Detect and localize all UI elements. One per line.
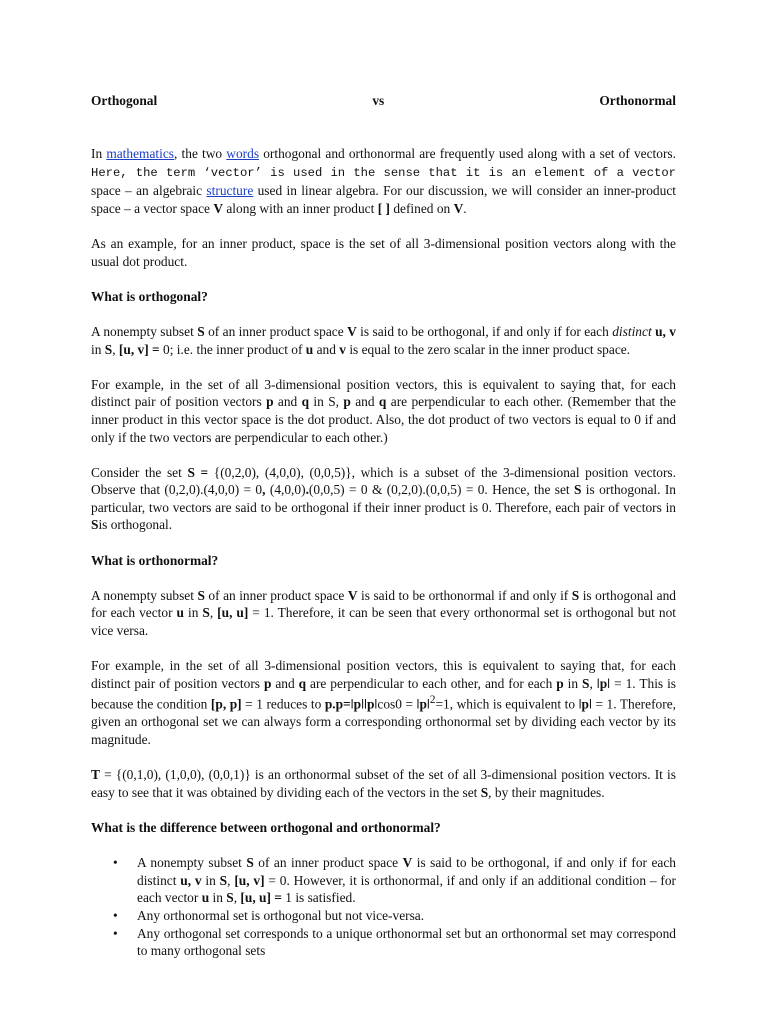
list-item: • A nonempty subset S of an inner product space V is said to be orthogonal, if and only if for each distinct u, v in S, [u, v] = 0. However, it is orthonormal, if and only if an additional condition – for each vector u in S, [u, u] = 1 is satisfied. <box>113 855 676 906</box>
heading-orthogonal: What is orthogonal? <box>91 288 208 304</box>
bullet-icon: • <box>113 908 118 923</box>
list-item: • Any orthogonal set corresponds to a unique orthonormal set but an orthonormal set may correspond to many orthogonal sets <box>113 925 676 959</box>
orthogonal-example: For example, in the set of all 3-dimensional position vectors, this is equivalent to saying that, for each distinct pair of position vectors p and q in S, p and q are perpendicular to each other. (Remember that the inner product in this vector space is the dot product. Also, the dot product of two vectors is equal to 0 if and only if the two vectors are perpendicular to each other.) <box>91 376 676 445</box>
list-item: • Any orthonormal set is orthogonal but not vice-versa. <box>113 908 425 923</box>
orthonormal-definition: A nonempty subset S of an inner product space V is said to be orthonormal if and only if S is orthogonal and for each vector u in S, [u, u] = 1. Therefore, it can be seen that every orthonormal set is orthogonal but not vice versa. <box>91 587 676 639</box>
orthonormal-example: For example, in the set of all 3-dimensional position vectors, this is equivalent to saying that, for each distinct pair of position vectors p and q are perpendicular to each other, and for each p in S, ǀpǀ = 1. This is because the condition [p, p] = 1 reduces to p.p=ǀpǀǀpǀcos0 = ǀpǀ$^2$=1, which is equivalent to ǀpǀ = 1. Therefore, given an orthogonal set we can always form a corresponding orthonormal set by dividing each vector by its magnitude. <box>91 658 677 748</box>
mathematics-link[interactable]: mathematics <box>106 146 175 161</box>
example-paragraph: As an example, for an inner product, space is the set of all 3-dimensional position vectors along with the usual dot product. <box>91 235 676 269</box>
title-orthogonal: Orthogonal <box>91 93 158 108</box>
words-link[interactable]: words <box>226 146 260 161</box>
t-set-paragraph: T = {(0,1,0), (1,0,0), (0,0,1)} is an orthonormal subset of the set of all 3-dimensional position vectors. It is easy to see that it was obtained by dividing each of the vectors in the set S, by their magnitudes. <box>91 767 676 800</box>
title-orthonormal: Orthonormal <box>599 93 676 108</box>
orthogonal-definition: A nonempty subset S of an inner product space V is said to be orthogonal, if and only if for each distinct u, v in S, [u, v] = 0; i.e. the inner product of u and v is equal to the zero scalar in the inner product space. <box>91 323 676 357</box>
mono-text: Here, the term ‘vector’ is used in the sense that it is an element of a vector <box>91 165 676 180</box>
heading-difference: What is the difference between orthogonal and orthonormal? <box>91 820 441 836</box>
document-body <box>91 145 676 960</box>
bullet-icon: • <box>113 925 118 941</box>
title-vs: vs <box>372 93 385 108</box>
intro-paragraph: In mathematics, the two words orthogonal and orthonormal are frequently used along with a set of vectors. Here, the term ‘vector’ is used in the sense that it is an element of a vector space – an algebraic structure used in linear algebra. For our discussion, we will consider an inner-product space – a vector space V along with an inner product [ ] defined on V. <box>91 146 676 216</box>
bullet-icon: • <box>113 855 118 871</box>
heading-orthonormal: What is orthonormal? <box>91 552 219 568</box>
title-row <box>91 92 676 110</box>
consider-paragraph: Consider the set S = {(0,2,0), (4,0,0), (0,0,5)}, which is a subset of the 3-dimensional position vectors. Observe that (0,2,0).(4,0,0) = 0, (4,0,0).(0,0,5) = 0 & (0,2,0).(0,0,5) = 0. Hence, the set S is orthogonal. In particular, two vectors are said to be orthogonal if their inner product is 0. Therefore, each pair of vectors in Sis orthogonal. <box>91 464 676 533</box>
structure-link[interactable]: structure <box>206 183 254 199</box>
difference-list <box>91 854 676 960</box>
